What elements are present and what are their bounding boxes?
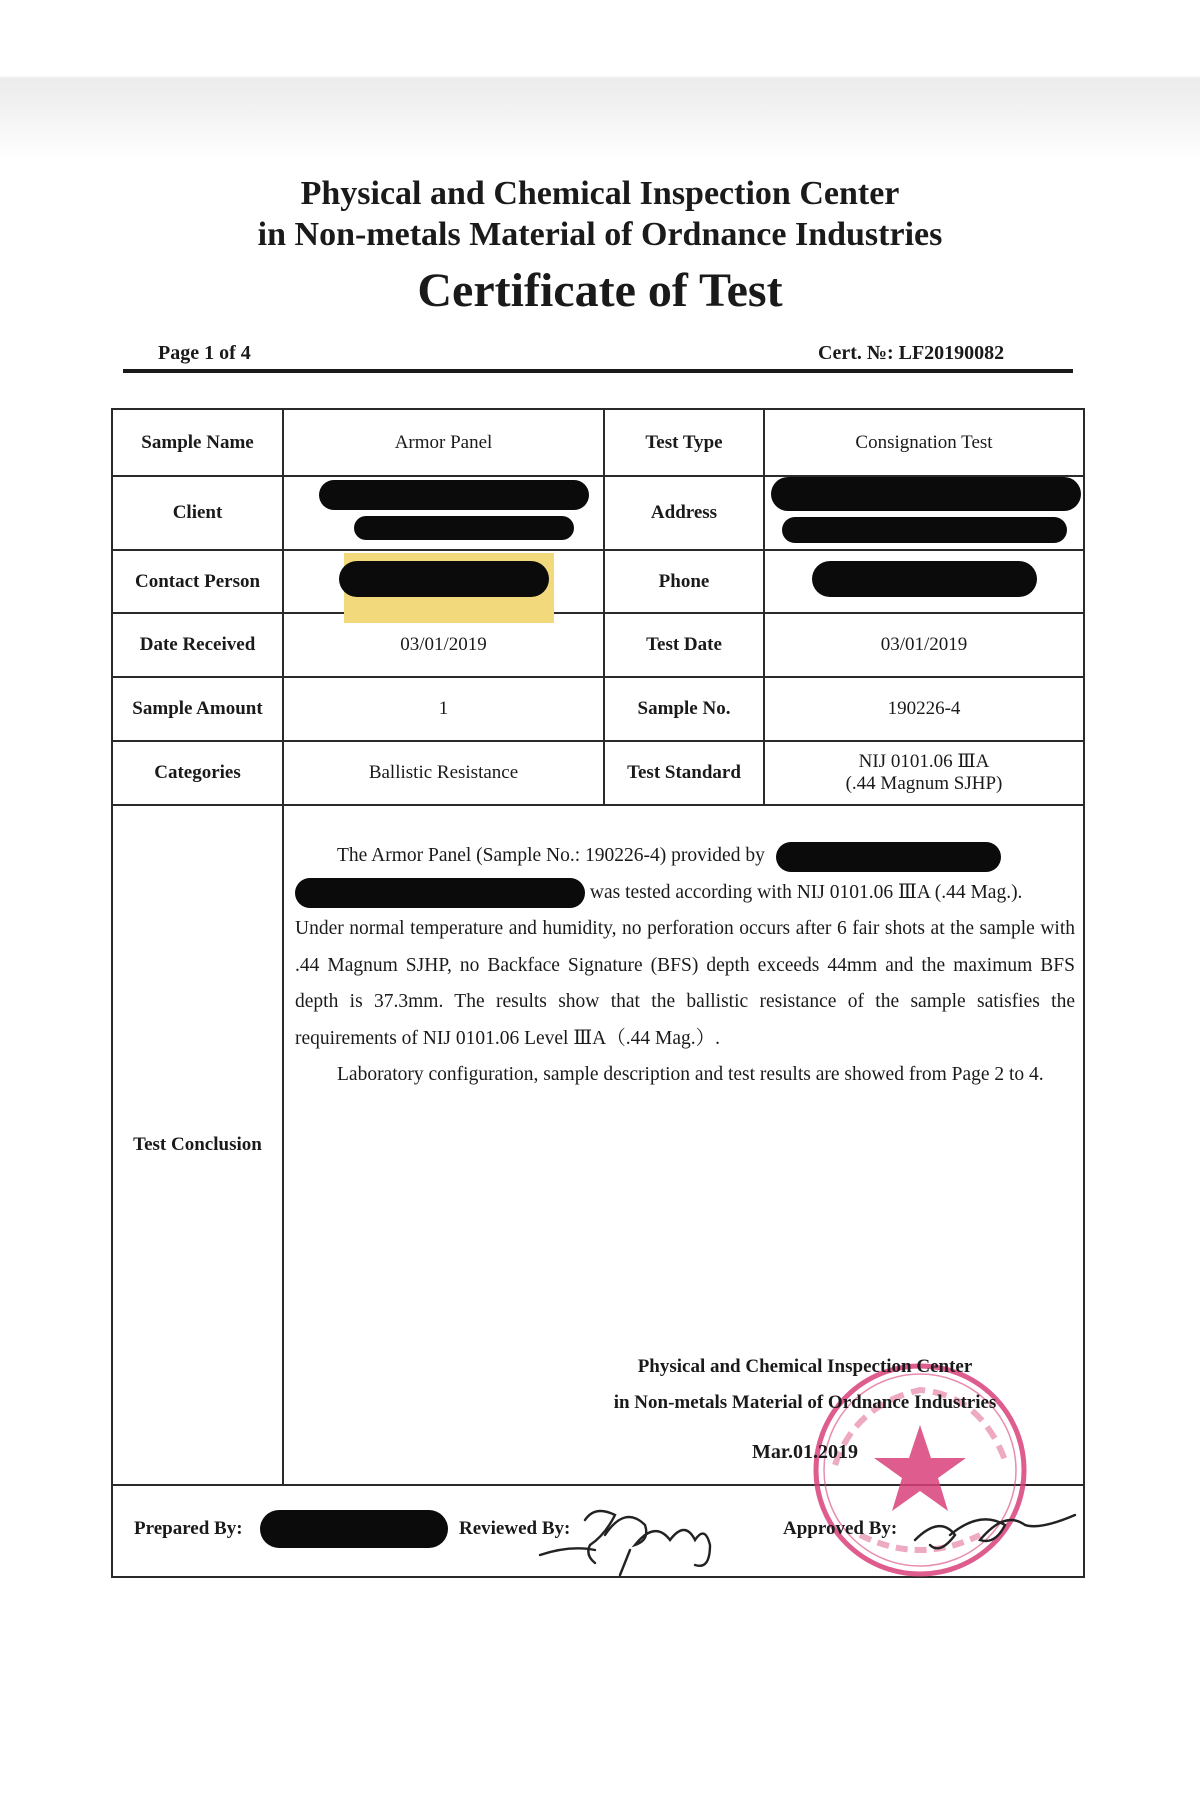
sample-no-value: 190226-4 bbox=[764, 677, 1084, 741]
redaction-bar bbox=[295, 878, 585, 908]
test-date-value: 03/01/2019 bbox=[764, 613, 1084, 677]
conclusion-line1 bbox=[295, 838, 1075, 875]
certificate-title: Certificate of Test bbox=[417, 264, 783, 317]
redaction-bar bbox=[319, 480, 589, 510]
redaction-bar bbox=[812, 561, 1037, 597]
sample-name-label: Sample Name bbox=[112, 409, 283, 476]
signoff-org-line1: Physical and Chemical Inspection Center bbox=[637, 1356, 973, 1377]
redaction-bar bbox=[354, 516, 574, 540]
sample-amount-label: Sample Amount bbox=[112, 677, 283, 741]
conclusion-body: Under normal temperature and humidity, no perforation occurs after 6 fair shots at the sample with .44 Magnum SJHP, no Backface Signature (BFS) depth exceeds 44mm and the maximum BFS depth is 37.3mm. The results show that the ballistic resistance of the sample satisfies the requirements of NIJ 0101.06 Level ⅢA（.44 Mag.）. bbox=[295, 918, 1075, 1049]
approved-by-label: Approved By: bbox=[783, 1518, 898, 1539]
header-rule bbox=[123, 369, 1073, 373]
signoff-date: Mar.01.2019 bbox=[752, 1441, 858, 1463]
date-received-value: 03/01/2019 bbox=[283, 613, 604, 677]
signoff-org-line2: in Non-metals Material of Ordnance Industries bbox=[613, 1392, 997, 1413]
test-date-label: Test Date bbox=[604, 613, 764, 677]
test-standard-line2: (.44 Magnum SJHP) bbox=[845, 773, 1003, 794]
categories-value: Ballistic Resistance bbox=[283, 741, 604, 805]
cert-number-label: Cert. №: bbox=[818, 342, 894, 364]
address-value-redacted bbox=[764, 476, 1084, 550]
contact-person-label: Contact Person bbox=[112, 550, 283, 613]
client-value-redacted bbox=[283, 476, 604, 550]
date-received-label: Date Received bbox=[112, 613, 283, 677]
reviewed-by-label: Reviewed By: bbox=[459, 1518, 571, 1539]
conclusion-line2 bbox=[295, 875, 1075, 912]
page-number: Page 1 of 4 bbox=[158, 342, 251, 364]
table-row bbox=[112, 677, 1084, 741]
redaction-bar bbox=[771, 477, 1081, 511]
redaction-bar bbox=[782, 517, 1067, 543]
table-row bbox=[112, 550, 1084, 613]
cert-number-value: LF20190082 bbox=[898, 342, 1005, 364]
scan-shadow bbox=[0, 0, 1200, 160]
redaction-bar bbox=[339, 561, 549, 597]
test-type-label: Test Type bbox=[604, 409, 764, 476]
contact-person-value-redacted bbox=[283, 550, 604, 613]
table-row bbox=[112, 476, 1084, 550]
header-org-line2: in Non-metals Material of Ordnance Industries bbox=[257, 216, 943, 253]
categories-label: Categories bbox=[112, 741, 283, 805]
test-standard-line1: NIJ 0101.06 ⅢA bbox=[858, 751, 990, 772]
sample-amount-value: 1 bbox=[283, 677, 604, 741]
test-standard-label: Test Standard bbox=[604, 741, 764, 805]
conclusion-paragraph2: Laboratory configuration, sample description and test results are showed from Page 2 to 4. bbox=[337, 1064, 1044, 1085]
sample-name-value: Armor Panel bbox=[283, 409, 604, 476]
test-standard-value bbox=[764, 741, 1084, 805]
prepared-by-label: Prepared By: bbox=[134, 1518, 243, 1539]
header-org-line1: Physical and Chemical Inspection Center bbox=[300, 175, 900, 212]
table-row bbox=[112, 741, 1084, 805]
conclusion-line2-text: was tested according with NIJ 0101.06 ⅢA (.44 Mag.). bbox=[589, 881, 1023, 903]
address-label: Address bbox=[604, 476, 764, 550]
test-conclusion-label: Test Conclusion bbox=[112, 805, 283, 1485]
redaction-bar bbox=[260, 1510, 448, 1548]
redaction-bar bbox=[776, 842, 1001, 872]
conclusion-line1-text: The Armor Panel (Sample No.: 190226-4) provided by bbox=[337, 845, 765, 866]
table-row bbox=[112, 409, 1084, 476]
conclusion-text bbox=[295, 838, 1075, 1094]
phone-value-redacted bbox=[764, 550, 1084, 613]
table-row bbox=[112, 613, 1084, 677]
sample-no-label: Sample No. bbox=[604, 677, 764, 741]
phone-label: Phone bbox=[604, 550, 764, 613]
client-label: Client bbox=[112, 476, 283, 550]
test-type-value: Consignation Test bbox=[764, 409, 1084, 476]
approver-signature bbox=[910, 1500, 1090, 1570]
reviewer-signature bbox=[535, 1495, 745, 1585]
certificate-number bbox=[818, 342, 1004, 365]
